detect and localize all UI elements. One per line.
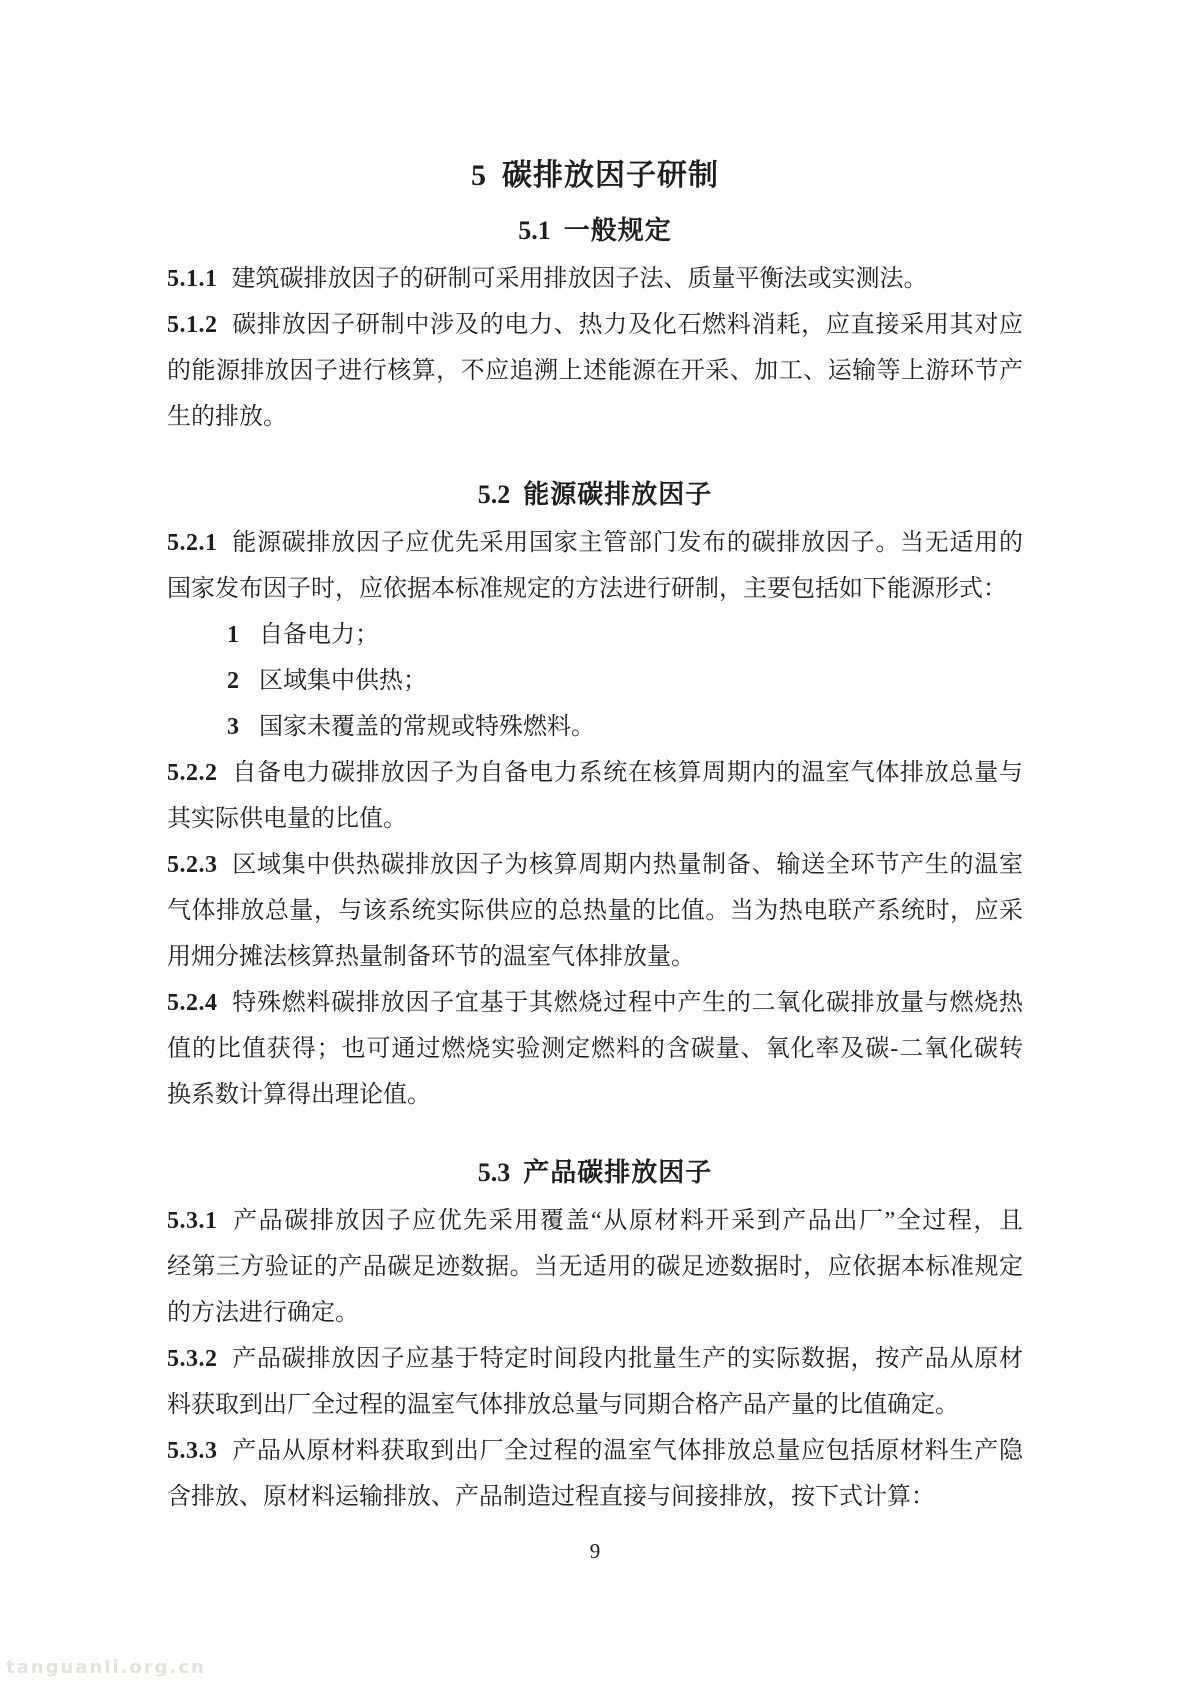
clause-number: 5.1.2 [167,312,218,338]
section-title [167,1158,1023,1188]
clause-line [167,1072,1023,1118]
list-item [167,658,1023,704]
clause [167,1198,1023,1336]
clause-text: 区域集中供热碳排放因子为核算周期内热量制备、输送全环节产生的温室 [231,852,1023,878]
list-item-number: 3 [227,714,239,740]
clause-line [167,1382,1023,1428]
clause-number: 5.3.1 [167,1208,218,1234]
list-item [167,612,1023,658]
clause-text: 气体排放总量，与该系统实际供应的总热量的比值。当为热电联产系统时，应采 [167,898,1023,924]
clause-number: 5.3.3 [167,1438,218,1464]
clause-text: 经第三方验证的产品碳足迹数据。当无适用的碳足迹数据时，应依据本标准规定 [167,1254,1023,1280]
section-title [167,216,1023,246]
clause [167,302,1023,440]
clause-line [167,796,1023,842]
section [167,216,1023,440]
clause [167,750,1023,842]
clause [167,1428,1023,1520]
clause-number: 5.2.4 [167,990,218,1016]
clause-line [167,1244,1023,1290]
clause-text: 自备电力碳排放因子为自备电力系统在核算周期内的温室气体排放总量与 [231,760,1023,786]
clause-text: 建筑碳排放因子的研制可采用排放因子法、质量平衡法或实测法。 [231,266,928,292]
clause-text: 碳排放因子研制中涉及的电力、热力及化石燃料消耗，应直接采用其对应 [231,312,1023,338]
clause-number: 5.2.2 [167,760,218,786]
section-title [167,480,1023,510]
clause-text: 料获取到出厂全过程的温室气体排放总量与同期合格产品产量的比值确定。 [167,1392,959,1418]
clause-line [167,566,1023,612]
sections-container [167,216,1023,1520]
section-number: 5.1 [518,216,551,245]
list-item-text: 区域集中供热； [259,668,427,694]
clause-text: 产品从原材料获取到出厂全过程的温室气体排放总量应包括原材料生产隐 [231,1438,1023,1464]
clause-text: 生的排放。 [167,404,287,430]
section-name: 能源碳排放因子 [523,480,713,509]
chapter-title [167,159,1023,193]
clause-line [167,1198,1023,1244]
clause-line [167,1290,1023,1336]
clause-line [167,256,1023,302]
document-content [167,0,1023,1520]
page-number: 9 [589,1539,601,1563]
clause-line [167,302,1023,348]
clause [167,842,1023,980]
clause-text: 含排放、原材料运输排放、产品制造过程直接与间接排放，按下式计算： [167,1484,935,1510]
clause [167,256,1023,302]
clause-number: 5.2.3 [167,852,218,878]
clause-line [167,980,1023,1026]
list-item-number: 1 [227,622,239,648]
list-item-text: 国家未覆盖的常规或特殊燃料。 [259,714,595,740]
clause [167,520,1023,750]
clause-line [167,1336,1023,1382]
clause-line [167,394,1023,440]
section-number: 5.2 [477,480,511,509]
section [167,480,1023,1118]
chapter-name: 碳排放因子研制 [502,159,719,192]
clause-text: 值的比值获得；也可通过燃烧实验测定燃料的含碳量、氧化率及碳-二氧化碳转 [167,1036,1023,1062]
list-item-number: 2 [227,668,239,694]
clause-text: 的方法进行确定。 [167,1300,359,1326]
clause-text: 用㶲分摊法核算热量制备环节的温室气体排放量。 [167,944,695,970]
clause-text: 产品碳排放因子应基于特定时间段内批量生产的实际数据，按产品从原材 [231,1346,1023,1372]
section-number: 5.3 [477,1158,511,1187]
section [167,1158,1023,1520]
section-name: 产品碳排放因子 [523,1158,713,1187]
clause-text: 国家发布因子时，应依据本标准规定的方法进行研制，主要包括如下能源形式： [167,576,1007,602]
list-item [167,704,1023,750]
clause-text: 产品碳排放因子应优先采用覆盖“从原材料开采到产品出厂”全过程，且 [231,1208,1023,1234]
clause-number: 5.1.1 [167,266,218,292]
clause-text: 换系数计算得出理论值。 [167,1082,431,1108]
clause-text: 其实际供电量的比值。 [167,806,407,832]
clause-line [167,842,1023,888]
clause-text: 的能源排放因子进行核算，不应追溯上述能源在开采、加工、运输等上游环节产 [167,358,1023,384]
chapter-number: 5 [471,159,486,192]
clause-line [167,1428,1023,1474]
list-item-text: 自备电力； [259,622,379,648]
watermark: tanguanli.org.cn [6,1657,206,1678]
clause-text: 特殊燃料碳排放因子宜基于其燃烧过程中产生的二氧化碳排放量与燃烧热 [231,990,1023,1016]
clause-line [167,750,1023,796]
clause-line [167,348,1023,394]
clause-text: 能源碳排放因子应优先采用国家主管部门发布的碳排放因子。当无适用的 [231,530,1023,556]
clause [167,980,1023,1118]
clause-number: 5.2.1 [167,530,218,556]
clause-line [167,1026,1023,1072]
clause-line [167,888,1023,934]
clause-line [167,934,1023,980]
clause-line [167,1474,1023,1520]
clause-number: 5.3.2 [167,1346,218,1372]
clause-line [167,520,1023,566]
section-name: 一般规定 [563,216,672,245]
clause [167,1336,1023,1428]
